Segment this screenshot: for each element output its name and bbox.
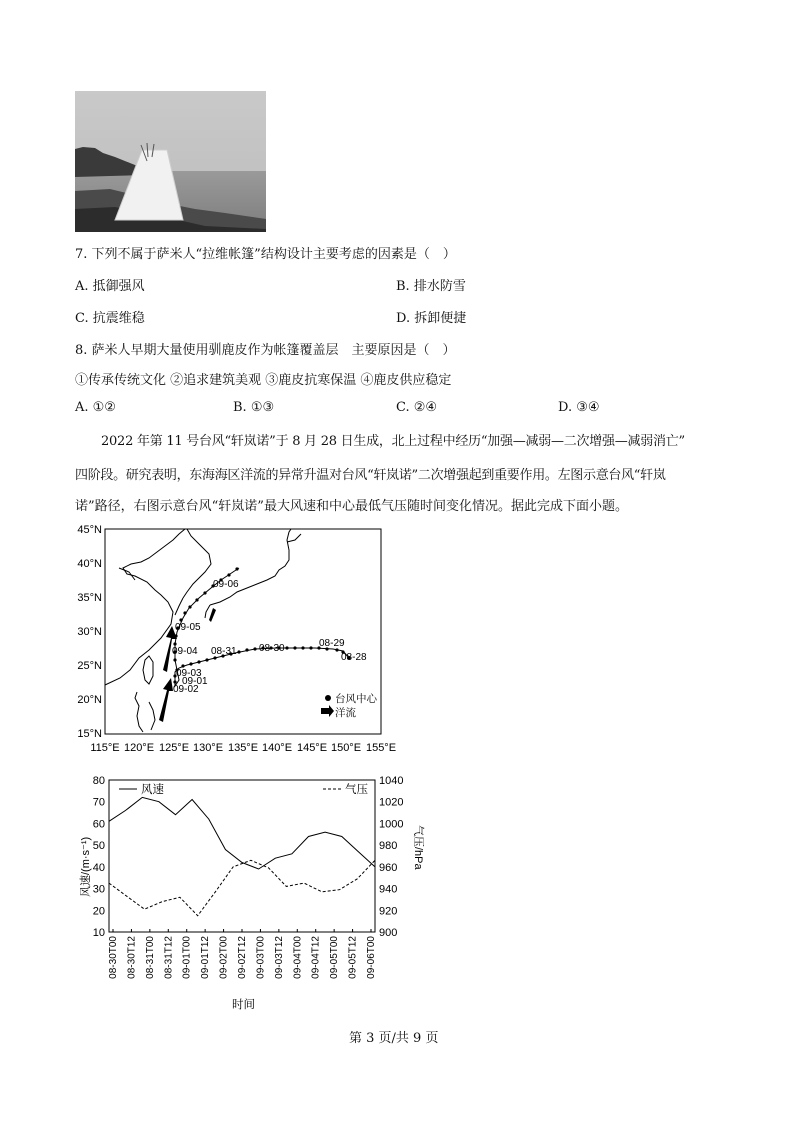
lat-label: 35°N: [77, 592, 102, 604]
lat-label: 30°N: [77, 626, 102, 638]
date-label: 09-01: [182, 676, 208, 687]
q8-option-c[interactable]: C. ②④: [396, 400, 438, 415]
latitude-labels: [77, 524, 102, 740]
x-tick-label: 09-06T00: [366, 936, 377, 979]
x-tick-label: 09-03T00: [255, 936, 267, 979]
lon-label: 155°E: [365, 742, 397, 754]
page-footer: 第 3 页/共 9 页: [349, 1031, 439, 1046]
x-tick-label: 09-05T00: [329, 936, 341, 979]
legend-pressure-label: 气压: [345, 784, 368, 796]
y-left-tick-label: 30: [92, 883, 105, 896]
x-tick-label: 08-30T00: [108, 936, 119, 979]
y-axis-right-label: 气压/hPa: [412, 825, 424, 870]
x-tick-label: 09-03T12: [273, 936, 285, 979]
lat-label: 15°N: [77, 728, 102, 740]
x-tick-label: 09-01T12: [200, 936, 212, 979]
q7-stem: 7. 下列不属于萨米人“拉维帐篷”结构设计主要考虑的因素是（ ）: [75, 247, 456, 262]
y-left-tick-label: 10: [92, 927, 105, 939]
y-left-tick-label: 60: [92, 818, 105, 831]
y-left-tick-label: 70: [92, 796, 105, 809]
legend-center-label: 台风中心: [335, 693, 377, 705]
date-label: 09-03: [176, 668, 202, 679]
typhoon-track-map: [75, 520, 410, 760]
lon-label: 130°E: [192, 742, 224, 754]
date-label: 09-02: [173, 684, 199, 695]
lon-label: 125°E: [158, 742, 190, 754]
date-label: 08-31: [211, 646, 237, 657]
legend-wind-label: 风速: [141, 784, 164, 796]
y-right-tick-label: 960: [379, 861, 398, 874]
lat-label: 40°N: [77, 558, 102, 570]
date-label: 09-06: [213, 579, 239, 590]
y-right-tick-label: 980: [379, 840, 398, 853]
x-tick-label: 08-30T12: [126, 936, 138, 979]
legend-current-label: 洋流: [335, 707, 356, 719]
y-right-tick-label: 1000: [379, 818, 404, 831]
lon-label: 120°E: [123, 742, 155, 754]
y-left-tick-label: 40: [92, 861, 105, 874]
y-left-tick-label: 80: [92, 775, 105, 787]
y-right-tick-label: 1020: [379, 796, 404, 809]
y-left-tick-label: 50: [92, 840, 105, 853]
y-right-tick-label: 900: [379, 927, 398, 939]
x-tick-label: 08-31T00: [144, 936, 156, 979]
q7-option-b[interactable]: B. 排水防雪: [396, 279, 466, 294]
q8-option-d[interactable]: D. ③④: [558, 400, 600, 415]
lavvu-tent-photo: [75, 91, 266, 232]
date-label: 09-05: [175, 622, 201, 633]
x-tick-label: 09-05T12: [347, 936, 359, 979]
q8-option-b[interactable]: B. ①③: [233, 400, 275, 415]
lon-label: 150°E: [330, 742, 362, 754]
q8-option-a[interactable]: A. ①②: [75, 400, 116, 415]
typhoon-center-dot-icon: [325, 695, 331, 701]
intro-line-1: 2022 年第 11 号台风“轩岚诺”于 8 月 28 日生成，北上过程中经历“加强—减弱—二次增强—减弱消亡”: [101, 434, 685, 449]
q7-option-d[interactable]: D. 拆卸便捷: [396, 311, 467, 326]
x-tick-label: 08-31T12: [163, 936, 175, 979]
lat-label: 25°N: [77, 660, 102, 672]
q7-option-a[interactable]: A. 抵御强风: [75, 279, 145, 294]
date-label: 08-30: [259, 643, 285, 654]
longitude-labels: [90, 742, 396, 754]
y-right-tick-label: 1040: [379, 775, 404, 787]
q7-option-c[interactable]: C. 抗震维稳: [75, 311, 145, 326]
x-tick-label: 09-04T00: [292, 936, 304, 979]
x-tick-label: 09-02T00: [218, 936, 230, 979]
chart-frame: [109, 780, 375, 932]
pressure-series-line: [109, 860, 375, 915]
lon-label: 145°E: [296, 742, 328, 754]
wind-speed-series-line: [109, 797, 375, 869]
lon-label: 140°E: [261, 742, 293, 754]
x-tick-label: 09-02T12: [237, 936, 248, 979]
q8-stem: 8. 萨米人早期大量使用驯鹿皮作为帐篷覆盖层 主要原因是（ ）: [75, 343, 456, 358]
x-tick-label: 09-01T00: [181, 936, 193, 979]
x-axis-label: 时间: [232, 999, 255, 1011]
wind-pressure-chart: [75, 770, 445, 1015]
y-axis-left-label: 风速/(m·s⁻¹): [80, 836, 92, 897]
date-label: 08-29: [319, 638, 345, 649]
q8-items: ①传承传统文化 ②追求建筑美观 ③鹿皮抗寒保温 ④鹿皮供应稳定: [75, 373, 452, 388]
lat-label: 20°N: [77, 694, 102, 706]
intro-line-2: 四阶段。研究表明，东海海区洋流的异常升温对台风“轩岚诺”二次增强起到重要作用。左图示意台风“轩岚: [75, 468, 666, 483]
lon-label: 135°E: [227, 742, 259, 754]
date-label: 08-28: [341, 652, 367, 663]
y-left-tick-label: 20: [92, 905, 105, 918]
lat-label: 45°N: [77, 524, 102, 536]
y-right-tick-label: 920: [379, 905, 398, 918]
lon-label: 115°E: [90, 742, 120, 754]
intro-line-3: 诺”路径，右图示意台风“轩岚诺”最大风速和中心最低气压随时间变化情况。据此完成下面小题。: [75, 499, 628, 514]
y-right-tick-label: 940: [379, 883, 398, 896]
date-label: 09-04: [172, 646, 198, 657]
x-tick-label: 09-04T12: [310, 936, 322, 979]
